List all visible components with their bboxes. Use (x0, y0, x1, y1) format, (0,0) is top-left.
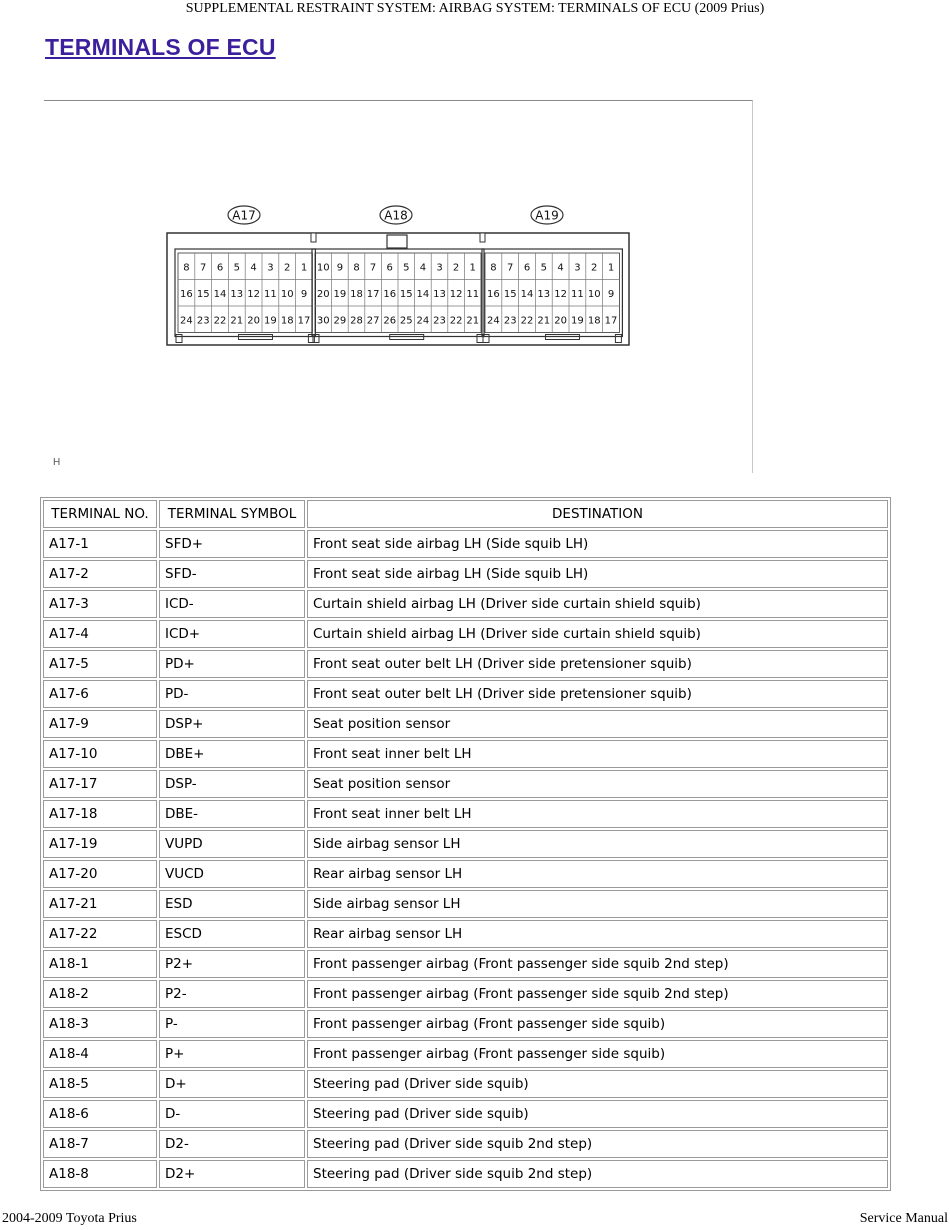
terminal-symbol-cell: P2- (159, 980, 305, 1008)
pin-number: 2 (591, 262, 598, 274)
pin-number: 18 (350, 288, 363, 300)
pin-number: 11 (571, 288, 584, 300)
pin-number: 11 (264, 288, 277, 300)
pin-number: 8 (353, 262, 360, 274)
pin-number: 24 (180, 315, 193, 327)
terminal-symbol-cell: ICD- (159, 590, 305, 618)
pin-number: 3 (574, 262, 581, 274)
pin-number: 22 (449, 315, 463, 327)
connector-label: A19 (535, 208, 559, 223)
pin-number: 6 (523, 262, 531, 274)
connector-label: A17 (232, 208, 256, 223)
pin-number: 5 (233, 262, 240, 274)
pin-number: 4 (419, 262, 427, 274)
terminal-symbol-cell: SFD+ (159, 530, 305, 558)
pin-number: 14 (520, 288, 534, 300)
pin-number: 30 (316, 315, 330, 327)
terminal-symbol-cell: DBE- (159, 800, 305, 828)
pin-number: 15 (196, 288, 210, 300)
pin-number: 6 (386, 262, 393, 274)
connector-figure (44, 100, 753, 473)
terminal-symbol-cell: ESD (159, 890, 305, 918)
destination-cell: Front passenger airbag (Front passenger side squib 2nd step) (307, 980, 888, 1008)
housing-notch (480, 233, 485, 242)
destination-cell: Seat position sensor (307, 710, 888, 738)
pin-number: 28 (350, 315, 363, 327)
terminal-no-cell: A17-3 (43, 590, 157, 618)
pin-number: 26 (383, 315, 397, 327)
pin-number: 2 (284, 262, 291, 274)
terminal-symbol-cell: D2- (159, 1130, 305, 1158)
connector-diagram (44, 101, 752, 473)
pin-number: 10 (587, 288, 601, 300)
terminal-no-cell: A17-6 (43, 680, 157, 708)
terminal-no-cell: A18-5 (43, 1070, 157, 1098)
destination-cell: Front seat outer belt LH (Driver side pretensioner squib) (307, 650, 888, 678)
destination-cell: Curtain shield airbag LH (Driver side curtain shield squib) (307, 620, 888, 648)
destination-cell: Side airbag sensor LH (307, 890, 888, 918)
terminal-no-cell: A18-7 (43, 1130, 157, 1158)
terminal-no-cell: A17-19 (43, 830, 157, 858)
destination-cell: Front seat side airbag LH (Side squib LH) (307, 560, 888, 588)
connector-foot (176, 335, 182, 343)
pin-number: 13 (433, 288, 446, 300)
connector-label: A18 (384, 208, 408, 223)
table-row (43, 1100, 888, 1128)
table-row (43, 590, 888, 618)
pin-number: 12 (247, 288, 260, 300)
table-row (43, 920, 888, 948)
destination-cell: Front seat outer belt LH (Driver side pretensioner squib) (307, 680, 888, 708)
table-header-row (43, 500, 888, 528)
terminal-rows (43, 530, 888, 1188)
table-row (43, 1130, 888, 1158)
pin-number: 12 (554, 288, 567, 300)
pin-number: 14 (416, 288, 430, 300)
header-terminal-symbol: TERMINAL SYMBOL (159, 500, 305, 528)
destination-cell: Steering pad (Driver side squib 2nd step) (307, 1160, 888, 1188)
pin-number: 21 (230, 315, 244, 327)
terminal-symbol-cell: DSP+ (159, 710, 305, 738)
destination-cell: Front passenger airbag (Front passenger side squib 2nd step) (307, 950, 888, 978)
pin-number: 9 (300, 288, 308, 300)
table-row (43, 770, 888, 798)
pin-number: 7 (369, 262, 377, 274)
pin-number: 18 (280, 315, 294, 327)
terminal-no-cell: A17-2 (43, 560, 157, 588)
terminal-symbol-cell: ICD+ (159, 620, 305, 648)
pin-number: 19 (333, 288, 347, 300)
pin-number: 12 (449, 288, 463, 300)
terminal-no-cell: A17-9 (43, 710, 157, 738)
pin-number: 22 (520, 315, 534, 327)
pin-number: 9 (607, 288, 615, 300)
table-row (43, 950, 888, 978)
pin-number: 16 (383, 288, 397, 300)
terminal-symbol-cell: D- (159, 1100, 305, 1128)
terminal-no-cell: A17-10 (43, 740, 157, 768)
pin-number: 16 (487, 288, 500, 300)
pin-number: 8 (183, 262, 190, 274)
destination-cell: Front passenger airbag (Front passenger side squib) (307, 1040, 888, 1068)
pin-number: 15 (399, 288, 413, 300)
pin-number: 16 (180, 288, 193, 300)
terminal-symbol-cell: P+ (159, 1040, 305, 1068)
terminal-symbol-cell: D+ (159, 1070, 305, 1098)
pin-number: 27 (366, 315, 380, 327)
pin-number: 14 (213, 288, 227, 300)
destination-cell: Side airbag sensor LH (307, 830, 888, 858)
pin-number: 10 (280, 288, 294, 300)
pin-number: 3 (267, 262, 274, 274)
table-row (43, 1070, 888, 1098)
pin-number: 13 (230, 288, 244, 300)
pin-number: 24 (487, 315, 500, 327)
pin-number: 23 (196, 315, 210, 327)
table-row (43, 620, 888, 648)
pin-number: 10 (316, 262, 330, 274)
destination-cell: Front seat inner belt LH (307, 740, 888, 768)
table-row (43, 560, 888, 588)
destination-cell: Seat position sensor (307, 770, 888, 798)
table-row (43, 530, 888, 558)
pin-number: 7 (200, 262, 207, 274)
pin-number: 29 (333, 315, 347, 327)
terminal-symbol-cell: ESCD (159, 920, 305, 948)
pin-number: 22 (213, 315, 227, 327)
pin-number: 13 (537, 288, 551, 300)
terminal-no-cell: A18-4 (43, 1040, 157, 1068)
terminal-no-cell: A17-5 (43, 650, 157, 678)
destination-cell: Rear airbag sensor LH (307, 860, 888, 888)
pin-number: 25 (399, 315, 413, 327)
pin-number: 3 (436, 262, 443, 274)
terminal-table (40, 497, 891, 1191)
destination-cell: Front seat inner belt LH (307, 800, 888, 828)
table-row (43, 1160, 888, 1188)
destination-cell: Rear airbag sensor LH (307, 920, 888, 948)
terminal-symbol-cell: P- (159, 1010, 305, 1038)
destination-cell: Steering pad (Driver side squib) (307, 1070, 888, 1098)
pin-number: 20 (554, 315, 567, 327)
table-row (43, 830, 888, 858)
pin-number: 1 (300, 262, 308, 274)
terminal-no-cell: A18-8 (43, 1160, 157, 1188)
destination-cell: Curtain shield airbag LH (Driver side curtain shield squib) (307, 590, 888, 618)
connector-lock-tab (387, 235, 407, 248)
footer-left: 2004-2009 Toyota Prius (2, 1211, 137, 1226)
connector-foot (615, 335, 621, 343)
pin-number: 17 (366, 288, 380, 300)
table-row (43, 680, 888, 708)
terminal-no-cell: A17-4 (43, 620, 157, 648)
pin-number: 24 (416, 315, 430, 327)
pin-number: 23 (503, 315, 517, 327)
terminal-symbol-cell: DBE+ (159, 740, 305, 768)
table-row (43, 650, 888, 678)
table-row (43, 710, 888, 738)
pin-number: 15 (503, 288, 517, 300)
table-row (43, 890, 888, 918)
pin-number: 23 (433, 315, 446, 327)
terminal-no-cell: A17-18 (43, 800, 157, 828)
page-title[interactable]: TERMINALS OF ECU (45, 34, 276, 60)
header-destination: DESTINATION (307, 500, 888, 528)
pin-number: 9 (336, 262, 344, 274)
terminal-no-cell: A18-1 (43, 950, 157, 978)
pin-number: 21 (537, 315, 551, 327)
housing-notch (311, 233, 316, 242)
terminal-no-cell: A18-2 (43, 980, 157, 1008)
terminal-no-cell: A17-21 (43, 890, 157, 918)
table-row (43, 980, 888, 1008)
table-row (43, 860, 888, 888)
destination-cell: Front seat side airbag LH (Side squib LH) (307, 530, 888, 558)
pin-number: 20 (316, 288, 330, 300)
pin-number: 4 (250, 262, 257, 274)
terminal-symbol-cell: SFD- (159, 560, 305, 588)
pin-number: 6 (216, 262, 224, 274)
table-row (43, 800, 888, 828)
destination-cell: Steering pad (Driver side squib 2nd step) (307, 1130, 888, 1158)
terminal-no-cell: A18-3 (43, 1010, 157, 1038)
pin-number: 21 (466, 315, 480, 327)
table-row (43, 1040, 888, 1068)
terminal-symbol-cell: P2+ (159, 950, 305, 978)
terminal-no-cell: A17-17 (43, 770, 157, 798)
table-row (43, 1010, 888, 1038)
terminal-no-cell: A18-6 (43, 1100, 157, 1128)
destination-cell: Front passenger airbag (Front passenger side squib) (307, 1010, 888, 1038)
pin-number: 1 (469, 262, 476, 274)
destination-cell: Steering pad (Driver side squib) (307, 1100, 888, 1128)
header-terminal-no: TERMINAL NO. (43, 500, 157, 528)
figure-code: H (53, 457, 61, 468)
pin-number: 20 (247, 315, 260, 327)
pin-number: 5 (403, 262, 410, 274)
pin-number: 8 (490, 262, 497, 274)
pin-number: 19 (264, 315, 277, 327)
footer-right: Service Manual (859, 1211, 948, 1226)
pin-number: 19 (571, 315, 584, 327)
pin-number: 17 (604, 315, 618, 327)
terminal-no-cell: A17-20 (43, 860, 157, 888)
terminal-no-cell: A17-1 (43, 530, 157, 558)
pin-number: 4 (557, 262, 564, 274)
pin-number: 7 (507, 262, 514, 274)
running-header: SUPPLEMENTAL RESTRAINT SYSTEM: AIRBAG SYSTEM: TERMINALS OF ECU (2009 Prius) (185, 1, 765, 16)
pin-number: 17 (297, 315, 311, 327)
pin-number: 11 (466, 288, 480, 300)
table-row (43, 740, 888, 768)
terminal-no-cell: A17-22 (43, 920, 157, 948)
terminal-symbol-cell: VUCD (159, 860, 305, 888)
terminal-symbol-cell: PD+ (159, 650, 305, 678)
pin-number: 1 (607, 262, 615, 274)
terminal-symbol-cell: VUPD (159, 830, 305, 858)
terminal-symbol-cell: PD- (159, 680, 305, 708)
pin-number: 18 (587, 315, 601, 327)
pin-number: 5 (540, 262, 547, 274)
terminal-symbol-cell: DSP- (159, 770, 305, 798)
pin-number: 2 (452, 262, 460, 274)
terminal-symbol-cell: D2+ (159, 1160, 305, 1188)
